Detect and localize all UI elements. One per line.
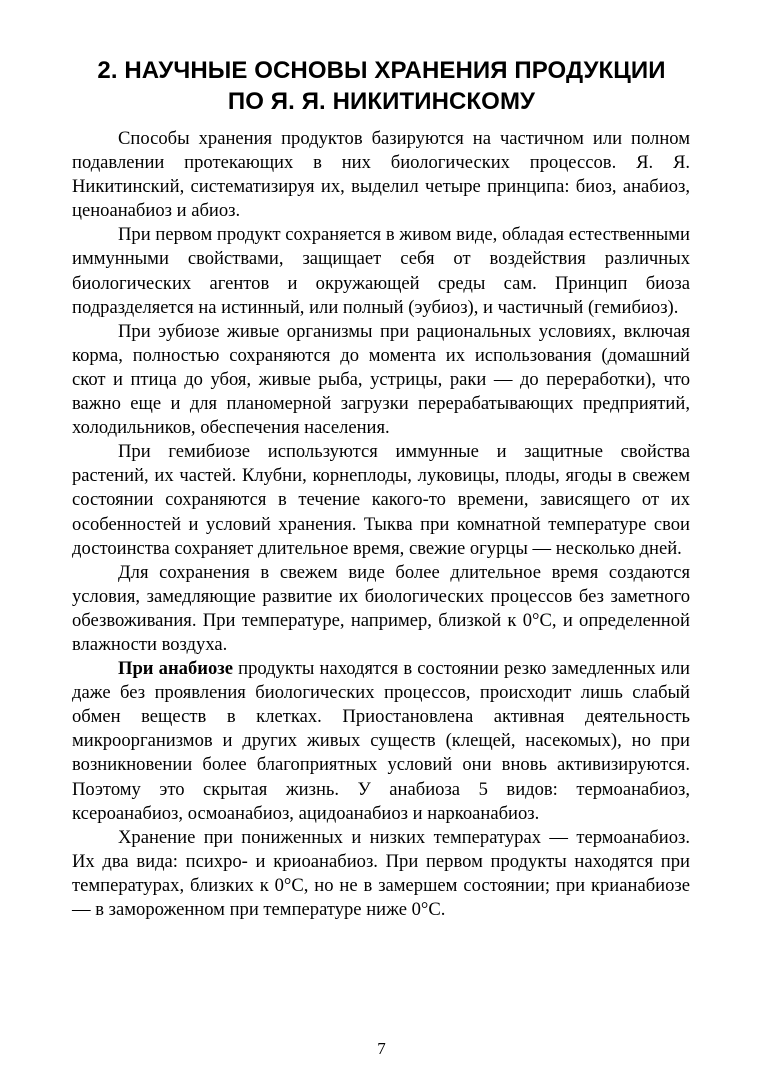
page-number: 7 xyxy=(377,1039,386,1058)
paragraph-text: продукты находятся в состоянии резко замедленных или даже без проявления биологических процессов, происходит лишь слабый обмен веществ в клетках. Приостановлена активная деятельность микроорганизмов и других живых существ (клещей, насекомых), но при возникновении более благоприятных условий они вновь активизируются. Поэтому это скрытая жизнь. У анабиоза 5 видов: термоанабиоз, ксероанабиоз, осмоанабиоз, ацидоанабиоз и наркоанабиоз. xyxy=(72,658,690,824)
paragraph-text: Для сохранения в свежем виде более длительное время создаются условия, замедляющие развитие их биологических процессов без заметного обезвоживания. При температуре, например, близкой к 0°С, и определенной влажности воздуха. xyxy=(72,561,690,655)
paragraph xyxy=(72,320,690,440)
paragraph-text: При гемибиозе используются иммунные и защитные свойства растений, их частей. Клубни, корнеплоды, луковицы, плоды, ягоды в свежем состоянии сохраняются в течение какого-то времени, зависящего от их особенностей и условий хранения. Тыква при комнатной температуре свои достоинства сохраняет длительное время, свежие огурцы — несколько дней. xyxy=(72,441,690,559)
paragraph-lead-bold: При анабиозе xyxy=(118,658,234,680)
paragraph xyxy=(72,657,690,826)
paragraph-text: Способы хранения продуктов базируются на частичном или полном подавлении протекающих в них биологических процессов. Я. Я. Никитинский, систематизируя их, выделил четыре принципа: биоз, анабиоз, ценоанабиоз и абиоз. xyxy=(72,128,690,222)
paragraph-text: Хранение при пониженных и низких температурах — термоанабиоз. Их два вида: психро- и криоанабиоз. При первом продукты находятся при температурах, близких к 0°С, но не в замершем состоянии; при крианабиозе — в замороженном при температуре ниже 0°С. xyxy=(72,826,690,920)
paragraph-text: При эубиозе живые организмы при рациональных условиях, включая корма, полностью сохраняются до момента их использования (домашний скот и птица до убоя, живые рыба, устрицы, раки — до переработки), что важно еще и для планомерной загрузки перерабатывающих предприятий, холодильников, обеспечения населения. xyxy=(72,320,690,439)
page-title xyxy=(60,55,703,117)
paragraph xyxy=(72,440,690,560)
paragraph-text: При первом продукт сохраняется в живом виде, обладая естественными иммунными свойствами, защищает себя от воздействия различных биологических агентов и окружающей среды сам. Принцип биоза подразделяется на истинный, или полный (эубиоз), и частичный (гемибиоз). xyxy=(72,224,690,318)
paragraph xyxy=(72,826,690,922)
body-text xyxy=(72,127,690,922)
paragraph xyxy=(72,561,690,657)
title-line-1: 2. НАУЧНЫЕ ОСНОВЫ ХРАНЕНИЯ ПРОДУКЦИИ xyxy=(97,57,666,84)
paragraph xyxy=(72,127,690,223)
title-line-2: ПО Я. Я. НИКИТИНСКОМУ xyxy=(227,88,536,115)
paragraph xyxy=(72,223,690,319)
